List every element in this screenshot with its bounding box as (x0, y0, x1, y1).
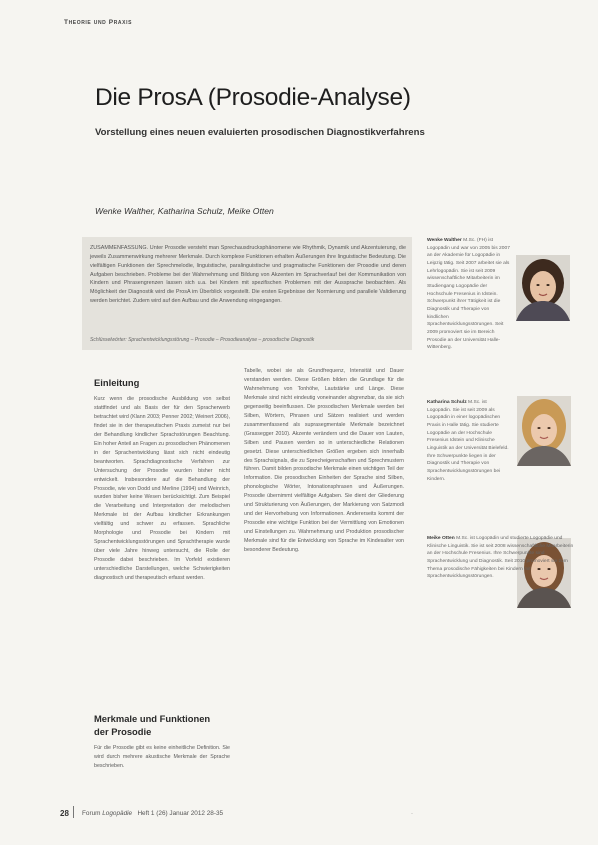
intro-heading: Einleitung (94, 377, 140, 388)
footer-divider (73, 806, 74, 818)
abstract-keywords: Schlüsselwörter: Sprachentwicklungsstörung – Prosodie – Prosodieanalyse – prosodische Diagnostik (90, 337, 315, 343)
abstract-text: ZUSAMMENFASSUNG. Unter Prosodie versteht man Sprechausdrucksphänomene wie Rhythmik, Dynamik und Akzentuierung, die jeweils Zusammenwirkung mehrerer Merkmale. Durch komplexe Funktionen erhalten Äußerungen ihre linguistische Bedeutung. Die vielfältigen Funktionen der Sprechmelodie, linguistische, paralinguistische und pragmatische Funktionen der Prosodie und deren Aufgaben beschrieben. Probleme bei der Wahrnehmung und Bildung von Akzenten im Sprachverlauf bei der Kommunikation von Kindern und Phrasengrenzen lassen sich u.a. bei Kindern mit spezifischen Problemen mit der Aussprache beobachten. Als Möglichkeit der Diagnostik wird die ProsA im Überblick vorgestellt. Die ersten Ergebnisse der Normierung und parallele Validierung werden berichtet. Zudem wird auf den Aufbau und die Anwendung eingegangen. (90, 245, 406, 305)
footer-journal (82, 810, 223, 817)
features-heading-line1: Merkmale und Funktionen (94, 713, 211, 724)
col2-body: Tabelle, wobei sie als Grundfrequenz, Intensität und Dauer verstanden werden. Diese Größen bilden die Grundlage für die Wahrnehmung von Tonhöhe, Lautstärke und Länge. Diese Merkmale sind nicht eindeutig voneinander abgrenzbar, da sie sich gegenseitig beeinflussen. Die prosodischen Merkmale werden bei Silben, Wörtern, Phrasen und Sätzen realisiert und werden zusammenfassend als suprasegmentale Merkmale bezeichnet (Grassegger 2010). Akzente verändern und die Dauer von Lauten, Silben und Pausen werden so in unterschiedliche Relationen gesetzt. Diese unterschiedlichen Größen ergeben sich innerhalb des Sprachsignals, die zu Sprecheigenschaften und Sprechmustern führen. Damit bilden prosodische Merkmale einen wichtigen Teil der Information. Die prosodischen Einheiten der Sprache sind Silben, phonologische Wörter, Intonationsphrasen und Äußerungen. Prosodie übernimmt vielfältige Aufgaben. Sie dient der Gliederung und Strukturierung von Äußerungen, der Markierung von Satzmodi und der Hervorhebung von Informationen. Andererseits kommt der Prosodie eine wichtige Funktion bei der Vermittlung von Emotionen und Einstellungen zu. Wahrnehmung und Produktion prosodischer Merkmale sind für die Entwicklung von Sprache im Kindesalter von besonderer Bedeutung. (244, 368, 404, 554)
bio-walther-text: M.Sc. (FH) ist Logopädin und war von 2005 bis 2007 an der Akademie für Logopädie in Leipzig tätig. Seit 2007 arbeitet sie als Lehrlogopädin. Sie ist seit 2009 wissenschaftliche Mitarbeiterin im Studiengang Logopädie der Hochschule Fresenius in Idstein. Schwerpunkt ihrer Tätigkeit ist die Diagnostik und Therapie von kindlichen Sprachentwicklungsstörungen. Seit 2009 promoviert sie im Bereich Prosodie an der Universität Halle-Wittenberg. (427, 238, 510, 351)
page-number: 28 (60, 809, 69, 818)
bio-otten (427, 535, 577, 670)
bio-walther (427, 237, 512, 368)
bio-otten-name: Meike Otten (427, 536, 455, 541)
abstract-box (82, 237, 412, 350)
article-title: Die ProsA (Prosodie-Analyse) (95, 84, 411, 111)
article-subtitle: Vorstellung eines neuen evaluierten prosodischen Diagnostikverfahrens (95, 127, 425, 138)
author-photo-walther (516, 255, 570, 321)
footer-mark: · (411, 811, 413, 817)
section-label: Theorie und Praxis (64, 19, 133, 26)
article-authors: Wenke Walther, Katharina Schulz, Meike Otten (95, 206, 274, 216)
footer-issue: Heft 1 (26) Januar 2012 28-35 (137, 810, 224, 817)
features-heading-line2: der Prosodie (94, 726, 152, 737)
bio-schulz-name: Katharina Schulz (427, 400, 467, 405)
bio-walther-name: Wenke Walther (427, 238, 462, 243)
bio-schulz (427, 399, 512, 513)
author-photo-schulz (517, 396, 571, 466)
footer-journal-name: Forum (82, 810, 101, 817)
footer-journal-em: Logopädie (102, 810, 133, 817)
intro-body: Kurz wenn die prosodische Ausbildung von selbst stattfindet und als Basis der für den Spracherwerb betrachtet wird (Klann 2003; Penner 2002; Weinert 2006), findet sie in der therapeutischen Praxis zumeist nur bei der Behandlung kindlicher Sprachstörungen Beachtung. Ein hoher Anteil an Fragen zu prosodischen Phänomenen in der Sprachentwicklung lässt sich nicht eindeutig beantworten. Sprachdiagnostische Verfahren zur Untersuchung der Prosodie wurden bisher nicht entwickelt. Insbesondere auf die Behandlung der Prosodie, wie von Dodd und Merline (1994) und Weinrich, wurden bisher keine Wesen berücksichtigt. Zum Beispiel die Verarbeitung und Interpretation der melodischen Merkmale ist der Aufbau kindlicher Erkrankungen vielfältig und schwer zu erfassen. Sprachliche Morphologie und Prosodie bei Kindern mit Sprachentwicklungsstörungen und Sprachtherapie wurde über viele Jahre hinweg untersucht, die Rolle der Prosodie dabei beschrieben. Im Vorfeld existieren unterschiedliche Darstellungen, welche Schwierigkeiten diagnostisch und therapeutisch erfasst werden. (94, 396, 230, 582)
bio-schulz-text: M.Sc. ist Logopädin. Sie ist seit 2009 als Logopädin in einer logopädischen Praxis in Halle tätig. Sie studierte Logopädie an der Hochschule Fresenius Idstein und Klinische Linguistik an der Universität Bielefeld. Ihre Schwerpunkte liegen in der Diagnostik und Therapie von Sprachentwicklungsstörungen bei Kindern. (427, 400, 509, 482)
features-body: Für die Prosodie gibt es keine einheitliche Definition. Sie wird durch mehrere akustische Merkmale der Sprache beschrieben. (94, 745, 230, 769)
bio-otten-text: M.Sc. ist Logopädin und studierte Logopädie und Klinische Linguistik. Sie ist seit 2008 wissenschaftliche Mitarbeiterin an der Hochschule Fresenius. Ihre Schwerpunkte sind Sprachentwicklung und Diagnostik. Seit 2010 promoviert sie zum Thema prosodische Fähigkeiten bei Kindern mit Sprachentwicklungsstörungen. (427, 536, 574, 580)
